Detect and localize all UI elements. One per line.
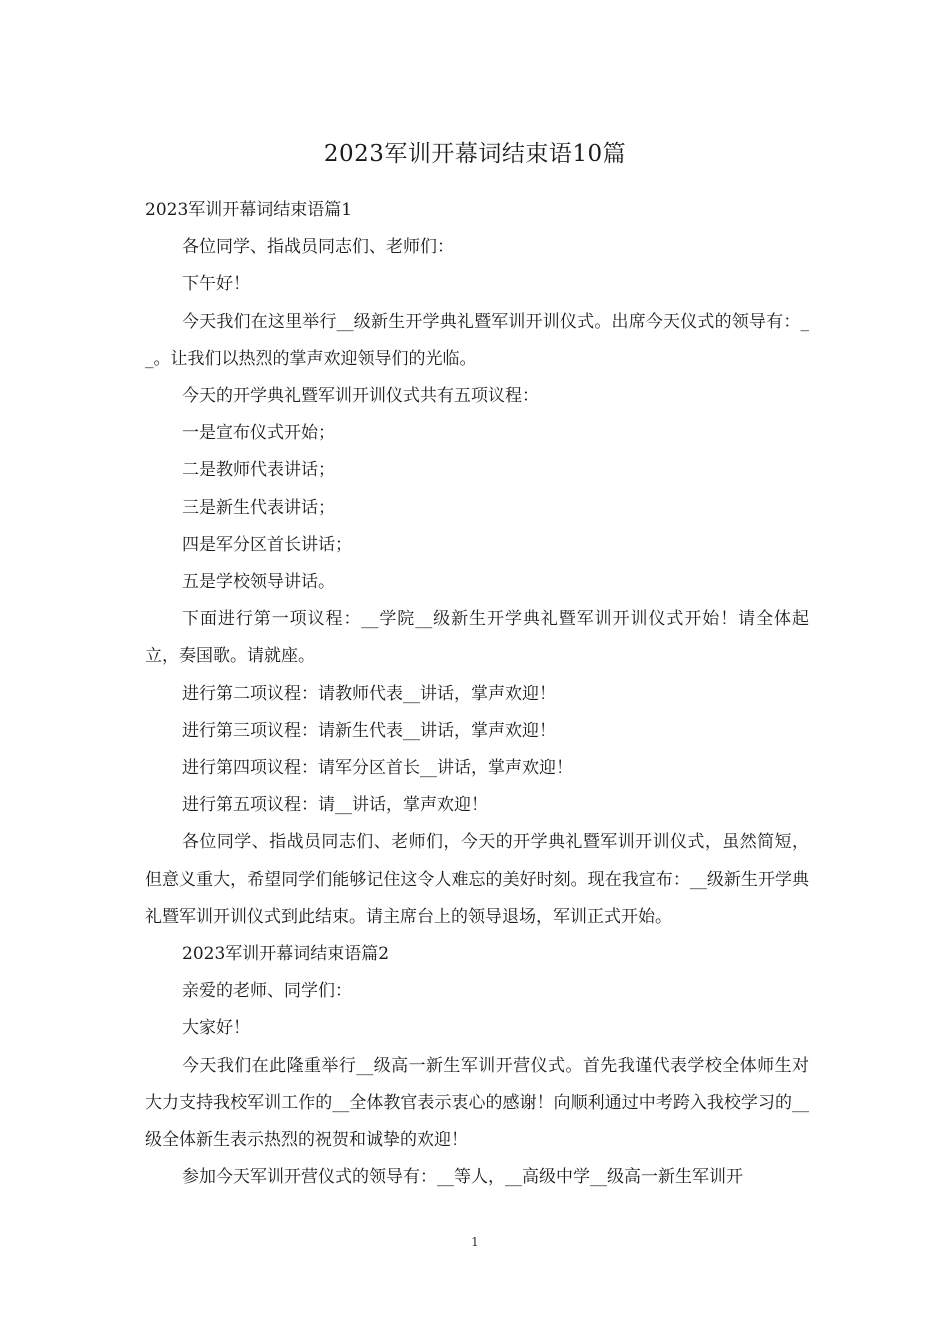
paragraph: 今天我们在此隆重举行__级高一新生军训开营仪式。首先我谨代表学校全体师生对大力支持我校军训工作的__全体教官表示衷心的感谢！向顺利通过中考跨入我校学习的__级全体新生表示热烈的祝贺和诚挚的欢迎！ — [145, 1055, 809, 1151]
paragraph: 各位同学、指战员同志们、老师们： — [182, 237, 454, 258]
document-title: 2023军训开幕词结束语10篇 — [323, 141, 627, 167]
paragraph: 今天我们在这里举行__级新生开学典礼暨军训开训仪式。出席今天仪式的领导有：__。让我们以热烈的掌声欢迎领导们的光临。 — [145, 311, 809, 369]
paragraph: 四是军分区首长讲话； — [182, 534, 352, 555]
paragraph: 2023军训开幕词结束语篇1 — [145, 200, 353, 220]
paragraph: 进行第四项议程：请军分区首长__讲话，掌声欢迎！ — [182, 758, 573, 779]
paragraph: 参加今天军训开营仪式的领导有：__等人，__高级中学__级高一新生军训开 — [182, 1167, 743, 1188]
paragraph: 进行第三项议程：请新生代表__讲话，掌声欢迎！ — [182, 720, 556, 741]
paragraph: 五是学校领导讲话。 — [182, 572, 335, 593]
paragraph: 今天的开学典礼暨军训开训仪式共有五项议程： — [182, 386, 539, 407]
document-body — [145, 192, 809, 1196]
paragraph: 三是新生代表讲话； — [182, 497, 335, 518]
paragraph: 亲爱的老师、同学们： — [182, 981, 352, 1002]
paragraph: 2023军训开幕词结束语篇2 — [182, 944, 390, 965]
paragraph: 进行第二项议程：请教师代表__讲话，掌声欢迎！ — [182, 683, 556, 704]
page-number: 1 — [471, 1235, 479, 1249]
paragraph: 二是教师代表讲话； — [182, 460, 335, 481]
paragraph: 下面进行第一项议程：__学院__级新生开学典礼暨军训开训仪式开始！请全体起立，奏国歌。请就座。 — [145, 609, 809, 667]
paragraph: 进行第五项议程：请__讲话，掌声欢迎！ — [182, 795, 488, 816]
paragraph: 下午好！ — [182, 274, 250, 295]
paragraph: 一是宣布仪式开始； — [182, 423, 335, 444]
paragraph: 大家好！ — [182, 1018, 250, 1039]
paragraph: 各位同学、指战员同志们、老师们，今天的开学典礼暨军训开训仪式，虽然简短，但意义重大，希望同学们能够记住这令人难忘的美好时刻。现在我宣布：__级新生开学典礼暨军训开训仪式到此结束。请主席台上的领导退场，军训正式开始。 — [145, 832, 809, 927]
